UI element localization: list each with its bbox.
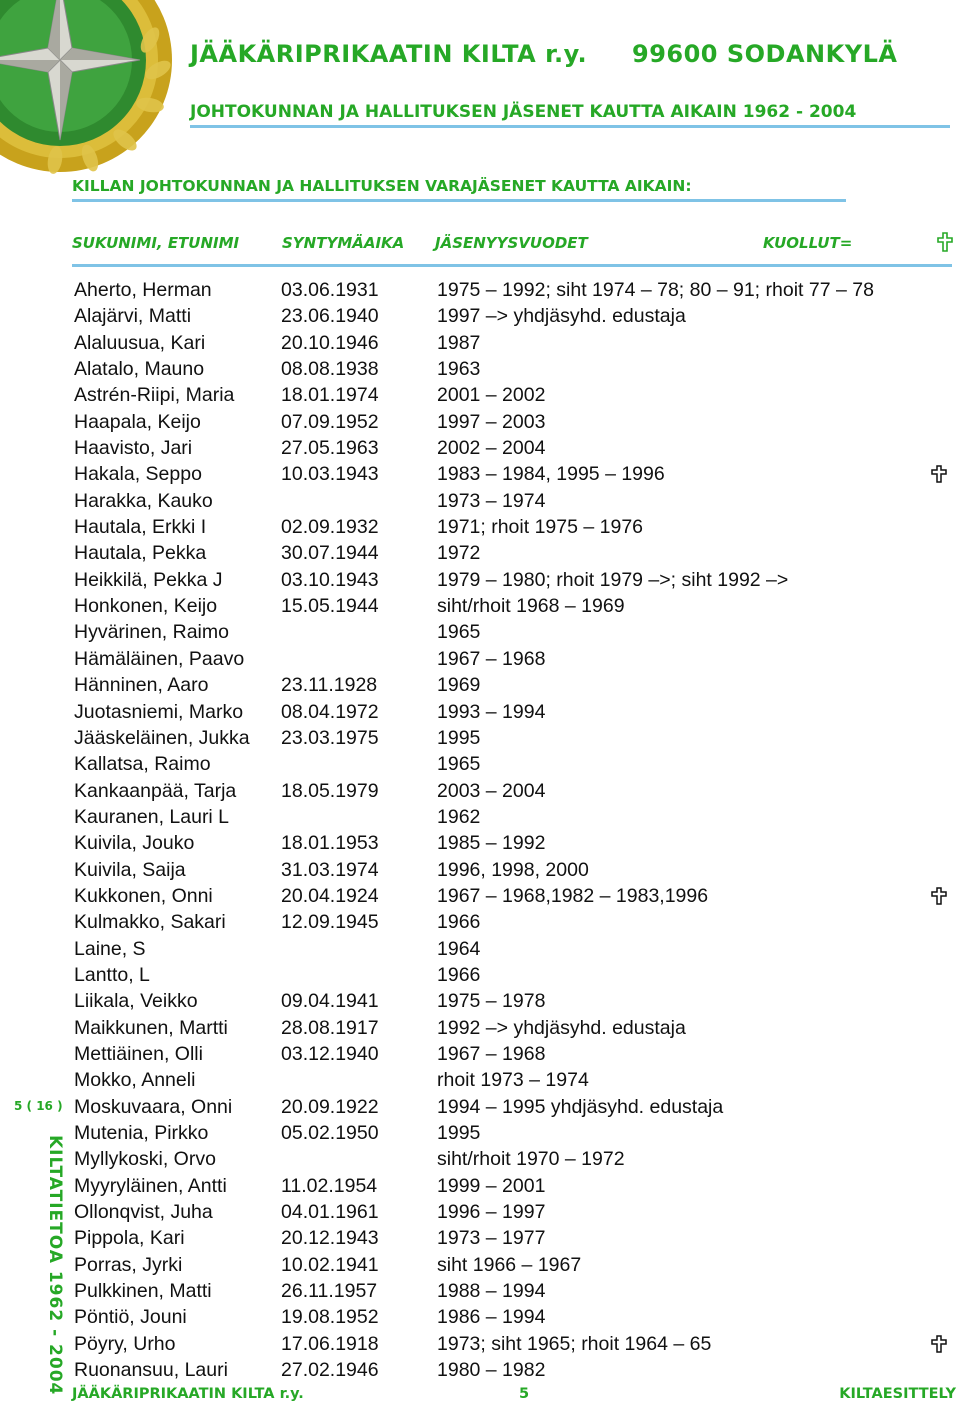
cell-years: 1994 – 1995 yhdjäsyhd. edustaja — [437, 1095, 724, 1118]
cell-name: Jääskeläinen, Jukka — [74, 726, 250, 749]
cell-born: 18.01.1953 — [281, 832, 379, 855]
table-row — [74, 988, 954, 1014]
cell-born: 12.09.1945 — [281, 911, 379, 934]
deceased-cross-icon — [931, 887, 947, 905]
table-row — [74, 725, 954, 751]
cell-name: Haapala, Keijo — [74, 410, 201, 433]
cell-born: 19.08.1952 — [281, 1306, 379, 1329]
table-row — [74, 1304, 954, 1330]
cell-name: Harakka, Kauko — [74, 489, 213, 512]
table-row — [74, 1278, 954, 1304]
cell-years: siht/rhoit 1968 – 1969 — [437, 595, 625, 618]
table-row — [74, 1199, 954, 1225]
cell-name: Moskuvaara, Onni — [74, 1095, 233, 1118]
column-header-years: JÄSENYYSVUODET — [435, 234, 588, 252]
table-row — [74, 303, 954, 329]
cell-name: Pippola, Kari — [74, 1227, 185, 1250]
cell-name: Heikkilä, Pekka J — [74, 568, 223, 591]
cell-years: 1965 — [437, 621, 481, 644]
cell-name: Ruonansuu, Lauri — [74, 1359, 228, 1382]
cell-name: Pulkkinen, Matti — [74, 1280, 212, 1303]
cell-name: Maikkunen, Martti — [74, 1016, 228, 1039]
cell-name: Honkonen, Keijo — [74, 595, 218, 618]
cell-born: 05.02.1950 — [281, 1122, 379, 1144]
table-row — [74, 699, 954, 725]
cell-years: 1983 – 1984, 1995 – 1996 — [437, 463, 665, 486]
cell-years: 1995 — [437, 1122, 481, 1144]
cell-years: rhoit 1973 – 1974 — [437, 1069, 589, 1092]
page-footer — [72, 1386, 956, 1406]
table-row — [74, 1225, 954, 1251]
column-header-deceased: KUOLLUT= — [763, 234, 853, 252]
cell-name: Hämäläinen, Paavo — [74, 647, 245, 670]
cell-born: 03.10.1943 — [281, 568, 379, 591]
cell-born: 02.09.1932 — [281, 516, 379, 539]
cell-name: Myyryläinen, Antti — [74, 1174, 227, 1197]
cell-years: 1967 – 1968 — [437, 1042, 546, 1065]
cell-years: 1987 — [437, 331, 481, 354]
cell-years: 1972 — [437, 542, 481, 565]
cell-years: 1964 — [437, 937, 481, 960]
side-page-reference: 5 ( 16 ) — [14, 1099, 63, 1113]
table-row — [74, 1146, 954, 1172]
cell-years: 1973; siht 1965; rhoit 1964 – 65 — [437, 1332, 712, 1355]
cell-born: 27.05.1963 — [281, 437, 379, 460]
cell-years: 1980 – 1982 — [437, 1359, 546, 1382]
cell-name: Porras, Jyrki — [74, 1253, 183, 1276]
cell-name: Kukkonen, Onni — [74, 884, 213, 907]
cell-years: siht 1966 – 1967 — [437, 1253, 582, 1276]
cell-name: Myllykoski, Orvo — [74, 1148, 216, 1171]
table-row — [74, 488, 954, 514]
table-row — [74, 330, 954, 356]
cell-name: Kulmakko, Sakari — [74, 911, 226, 934]
cell-years: 1973 – 1977 — [437, 1227, 546, 1250]
table-row — [74, 909, 954, 935]
cell-name: Kuivila, Saija — [74, 858, 186, 881]
cell-name: Lantto, L — [74, 963, 150, 986]
table-row — [74, 1331, 954, 1357]
table-row — [74, 1173, 954, 1199]
cell-name: Liikala, Veikko — [74, 990, 198, 1013]
column-header-name: SUKUNIMI, ETUNIMI — [72, 234, 240, 252]
cell-born: 31.03.1974 — [281, 858, 379, 881]
cell-name: Haavisto, Jari — [74, 437, 193, 460]
cell-born: 03.12.1940 — [281, 1042, 379, 1065]
cell-years: 1962 — [437, 805, 481, 828]
side-vertical-label: KILTATIETOA 1962 - 2004 — [45, 1135, 65, 1396]
cell-name: Ollonqvist, Juha — [74, 1201, 213, 1224]
section-title: KILLAN JOHTOKUNNAN JA HALLITUKSEN VARAJÄSENET KAUTTA AIKAIN: — [72, 177, 846, 202]
cell-born: 20.09.1922 — [281, 1095, 379, 1118]
cell-years: 1975 – 1978 — [437, 990, 546, 1013]
table-row — [74, 382, 954, 408]
table-row — [74, 619, 954, 645]
table-row — [74, 1094, 954, 1120]
cell-years: 1986 – 1994 — [437, 1306, 546, 1329]
header-divider — [72, 264, 952, 267]
cell-years: 1999 – 2001 — [437, 1174, 546, 1197]
cell-name: Alatalo, Mauno — [74, 358, 205, 381]
table-row — [74, 514, 954, 540]
cell-years: 1967 – 1968 — [437, 647, 546, 670]
cell-years: 1966 — [437, 963, 481, 986]
cell-born: 23.11.1928 — [281, 674, 378, 697]
deceased-cross-icon — [931, 465, 947, 483]
cell-name: Astrén-Riipi, Maria — [74, 384, 235, 407]
cell-born: 08.08.1938 — [281, 358, 379, 381]
cell-years: 1975 – 1992; siht 1974 – 78; 80 – 91; rhoit 77 – 78 — [437, 279, 874, 301]
table-row — [74, 540, 954, 566]
cell-years: 1988 – 1994 — [437, 1280, 546, 1303]
cell-years: 1965 — [437, 753, 481, 776]
table-row — [74, 1252, 954, 1278]
table-row — [74, 1067, 954, 1093]
table-row — [74, 672, 954, 698]
cell-years: 2001 – 2002 — [437, 384, 546, 407]
cell-name: Alajärvi, Matti — [74, 305, 192, 328]
cell-born: 18.01.1974 — [281, 384, 379, 407]
cell-name: Hakala, Seppo — [74, 463, 202, 486]
table-row — [74, 277, 954, 303]
cell-name: Aherto, Herman — [74, 279, 212, 301]
cell-name: Alaluusua, Kari — [74, 331, 206, 354]
table-row — [74, 593, 954, 619]
footer-page-number: 5 — [519, 1386, 530, 1402]
cell-name: Kauranen, Lauri L — [74, 805, 230, 828]
cell-name: Mokko, Anneli — [74, 1069, 196, 1092]
cell-name: Kuivila, Jouko — [74, 832, 195, 855]
cell-years: 1973 – 1974 — [437, 489, 546, 512]
cell-name: Mettiäinen, Olli — [74, 1042, 203, 1065]
cell-born: 10.03.1943 — [281, 463, 379, 486]
cell-years: 1996, 1998, 2000 — [437, 858, 589, 881]
table-row — [74, 830, 954, 856]
table-row — [74, 1120, 954, 1146]
cell-name: Pöntiö, Jouni — [74, 1306, 187, 1329]
cell-born: 23.06.1940 — [281, 305, 379, 328]
cell-name: Mutenia, Pirkko — [74, 1122, 209, 1144]
header-org: JÄÄKÄRIPRIKAATIN KILTA r.y. — [190, 40, 588, 68]
cell-years: 2003 – 2004 — [437, 779, 546, 802]
cell-name: Hautala, Erkki I — [74, 516, 207, 539]
cell-born: 23.03.1975 — [281, 726, 379, 749]
table-row — [74, 435, 954, 461]
table-row — [74, 356, 954, 382]
cell-years: 1966 — [437, 911, 481, 934]
cell-born: 27.02.1946 — [281, 1359, 379, 1382]
cell-born: 11.02.1954 — [281, 1174, 378, 1197]
cell-years: 1995 — [437, 726, 481, 749]
table-row — [74, 857, 954, 883]
table-row — [74, 962, 954, 988]
table-row — [74, 646, 954, 672]
cell-born: 17.06.1918 — [281, 1332, 379, 1355]
cell-name: Hyvärinen, Raimo — [74, 621, 229, 644]
cell-name: Pöyry, Urho — [74, 1332, 176, 1355]
cell-born: 09.04.1941 — [281, 990, 379, 1013]
table-row — [74, 778, 954, 804]
cell-years: 1971; rhoit 1975 – 1976 — [437, 516, 644, 539]
cell-born: 26.11.1957 — [281, 1280, 378, 1303]
cell-born: 15.05.1944 — [281, 595, 379, 618]
header-subtitle: JOHTOKUNNAN JA HALLITUKSEN JÄSENET KAUTTA AIKAIN 1962 - 2004 — [190, 102, 950, 128]
cell-name: Laine, S — [74, 937, 146, 960]
cell-name: Juotasniemi, Marko — [74, 700, 244, 723]
header-title-line — [190, 40, 898, 68]
cell-born: 30.07.1944 — [281, 542, 379, 565]
cell-years: 1979 – 1980; rhoit 1979 –>; siht 1992 –> — [437, 568, 789, 591]
cell-born: 20.12.1943 — [281, 1227, 379, 1250]
member-list — [74, 277, 954, 1383]
column-headers — [72, 234, 950, 258]
deceased-cross-icon — [931, 1335, 947, 1353]
cell-years: 2002 – 2004 — [437, 437, 546, 460]
cell-born: 18.05.1979 — [281, 779, 379, 802]
cell-years: 1992 –> yhdjäsyhd. edustaja — [437, 1016, 686, 1039]
cell-born: 03.06.1931 — [281, 279, 379, 301]
table-row — [74, 567, 954, 593]
footer-section: KILTAESITTELY — [839, 1386, 956, 1402]
cell-name: Hautala, Pekka — [74, 542, 207, 565]
cell-born: 20.10.1946 — [281, 331, 379, 354]
table-row — [74, 936, 954, 962]
cell-years: siht/rhoit 1970 – 1972 — [437, 1148, 625, 1171]
cell-years: 1997 –> yhdjäsyhd. edustaja — [437, 305, 686, 328]
table-row — [74, 461, 954, 487]
header-town: 99600 SODANKYLÄ — [632, 40, 898, 68]
table-row — [74, 883, 954, 909]
cell-born: 04.01.1961 — [281, 1201, 379, 1224]
cell-years: 1997 – 2003 — [437, 410, 546, 433]
cell-years: 1996 – 1997 — [437, 1201, 546, 1224]
cell-name: Kallatsa, Raimo — [74, 753, 211, 776]
cell-name: Hänninen, Aaro — [74, 674, 209, 697]
cell-born: 28.08.1917 — [281, 1016, 379, 1039]
cell-born: 08.04.1972 — [281, 700, 379, 723]
table-row — [74, 751, 954, 777]
table-row — [74, 804, 954, 830]
cell-born: 10.02.1941 — [281, 1253, 379, 1276]
cell-name: Kankaanpää, Tarja — [74, 779, 237, 802]
cell-born: 20.04.1924 — [281, 884, 379, 907]
cell-born: 07.09.1952 — [281, 410, 379, 433]
cell-years: 1993 – 1994 — [437, 700, 546, 723]
column-header-born: SYNTYMÄAIKA — [282, 234, 405, 252]
cell-years: 1969 — [437, 674, 481, 697]
deceased-cross-icon — [936, 232, 954, 252]
footer-org: JÄÄKÄRIPRIKAATIN KILTA r.y. — [72, 1386, 304, 1402]
table-row — [74, 1357, 954, 1383]
table-row — [74, 1015, 954, 1041]
cell-years: 1985 – 1992 — [437, 832, 546, 855]
cell-years: 1963 — [437, 358, 481, 381]
table-row — [74, 1041, 954, 1067]
cell-years: 1967 – 1968,1982 – 1983,1996 — [437, 884, 709, 907]
kilta-emblem-logo — [0, 0, 178, 178]
table-row — [74, 409, 954, 435]
